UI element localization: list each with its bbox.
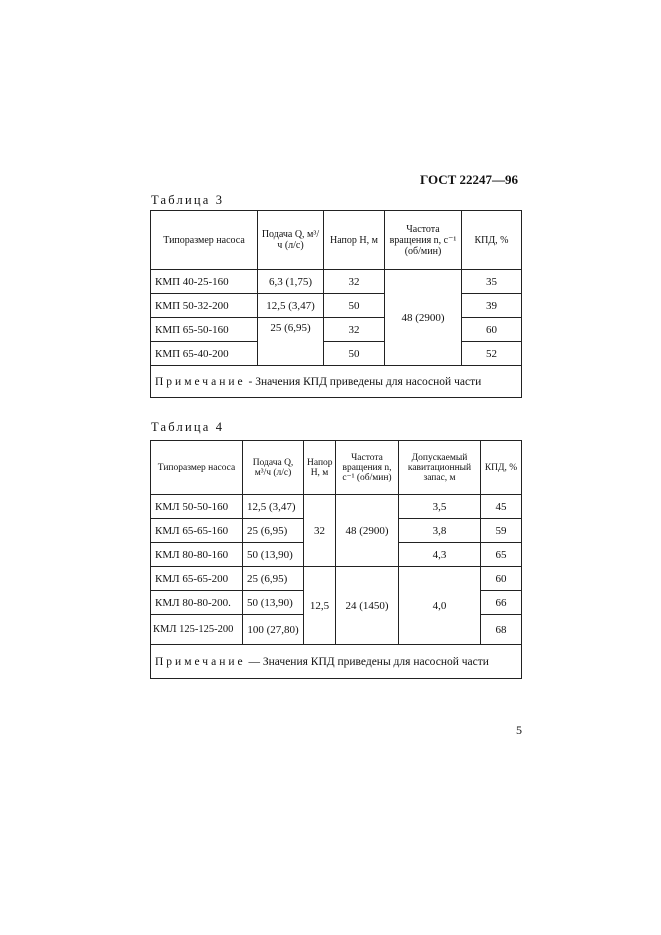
cell-size: КМЛ 50-50-160 (151, 495, 243, 519)
cell-size: КМЛ 80-80-160 (151, 543, 243, 567)
cell-flow: 50 (13,90) (243, 543, 304, 567)
note-text: - Значения КПД приведены для насосной части (245, 375, 482, 388)
header-head: Напор H, м (304, 441, 336, 495)
table-row (151, 318, 522, 342)
table3-header-row (151, 211, 522, 270)
cell-flow: 25 (6,95) (243, 567, 304, 591)
cell-efficiency: 60 (462, 318, 522, 342)
header-speed: Частота вращения n, с⁻¹ (об/мин) (336, 441, 399, 495)
table-row (151, 294, 522, 318)
cell-size: КМП 40-25-160 (151, 270, 258, 294)
table3-note-row (151, 366, 522, 398)
header-efficiency: КПД, % (462, 211, 522, 270)
cell-flow: 100 (27,80) (243, 615, 304, 645)
note-text: — Значения КПД приведены для насосной части (245, 655, 489, 668)
header-npsh: Допускаемый кавитационный запас, м (399, 441, 481, 495)
cell-efficiency: 39 (462, 294, 522, 318)
cell-npsh: 4,3 (399, 543, 481, 567)
table4 (150, 440, 522, 679)
cell-npsh-group2: 4,0 (399, 567, 481, 645)
table-row (151, 495, 522, 519)
table4-header-row (151, 441, 522, 495)
cell-flow: 25 (6,95) (243, 519, 304, 543)
cell-efficiency: 68 (481, 615, 522, 645)
cell-head: 50 (324, 294, 385, 318)
cell-size: КМП 65-50-160 (151, 318, 258, 342)
cell-speed-merged: 48 (2900) (385, 270, 462, 366)
cell-speed-group1: 48 (2900) (336, 495, 399, 567)
page-number: 5 (516, 723, 522, 737)
cell-speed-group2: 24 (1450) (336, 567, 399, 645)
cell-flow: 12,5 (3,47) (258, 294, 324, 318)
cell-efficiency: 65 (481, 543, 522, 567)
cell-head: 50 (324, 342, 385, 366)
cell-efficiency: 59 (481, 519, 522, 543)
cell-flow: 50 (13,90) (243, 591, 304, 615)
cell-npsh: 3,8 (399, 519, 481, 543)
cell-size: КМЛ 80-80-200. (151, 591, 243, 615)
header-size: Типоразмер насоса (151, 441, 243, 495)
cell-size: КМП 65-40-200 (151, 342, 258, 366)
cell-efficiency: 52 (462, 342, 522, 366)
cell-efficiency: 66 (481, 591, 522, 615)
cell-size: КМЛ 125-125-200 (151, 615, 243, 645)
cell-head-group1: 32 (304, 495, 336, 567)
table4-note-row (151, 645, 522, 679)
table4-caption: Таблица 4 (151, 420, 225, 434)
cell-size: КМП 50-32-200 (151, 294, 258, 318)
cell-size: КМЛ 65-65-160 (151, 519, 243, 543)
table3 (150, 210, 522, 398)
cell-flow: 6,3 (1,75) (258, 270, 324, 294)
header-efficiency: КПД, % (481, 441, 522, 495)
cell-head: 32 (324, 270, 385, 294)
note-label: Примечание (155, 655, 246, 668)
table4-note (151, 645, 522, 679)
standard-number: ГОСТ 22247—96 (420, 172, 519, 187)
cell-efficiency: 60 (481, 567, 522, 591)
header-size: Типоразмер насоса (151, 211, 258, 270)
note-label: Примечание (155, 375, 246, 388)
cell-npsh: 3,5 (399, 495, 481, 519)
cell-head-group2: 12,5 (304, 567, 336, 645)
cell-efficiency: 35 (462, 270, 522, 294)
table3-caption: Таблица 3 (151, 193, 225, 207)
cell-size: КМЛ 65-65-200 (151, 567, 243, 591)
header-speed: Частота вращения n, с⁻¹ (об/мин) (385, 211, 462, 270)
table-row (151, 567, 522, 591)
table-row (151, 270, 522, 294)
cell-flow: 12,5 (3,47) (243, 495, 304, 519)
table3-note (151, 366, 522, 398)
header-head: Напор H, м (324, 211, 385, 270)
header-flow: Подача Q, м³/ч (л/с) (258, 211, 324, 270)
cell-flow: 25 (6,95) (258, 318, 324, 366)
cell-head: 32 (324, 318, 385, 342)
cell-efficiency: 45 (481, 495, 522, 519)
header-flow: Подача Q, м³/ч (л/с) (243, 441, 304, 495)
table-row (151, 342, 522, 366)
